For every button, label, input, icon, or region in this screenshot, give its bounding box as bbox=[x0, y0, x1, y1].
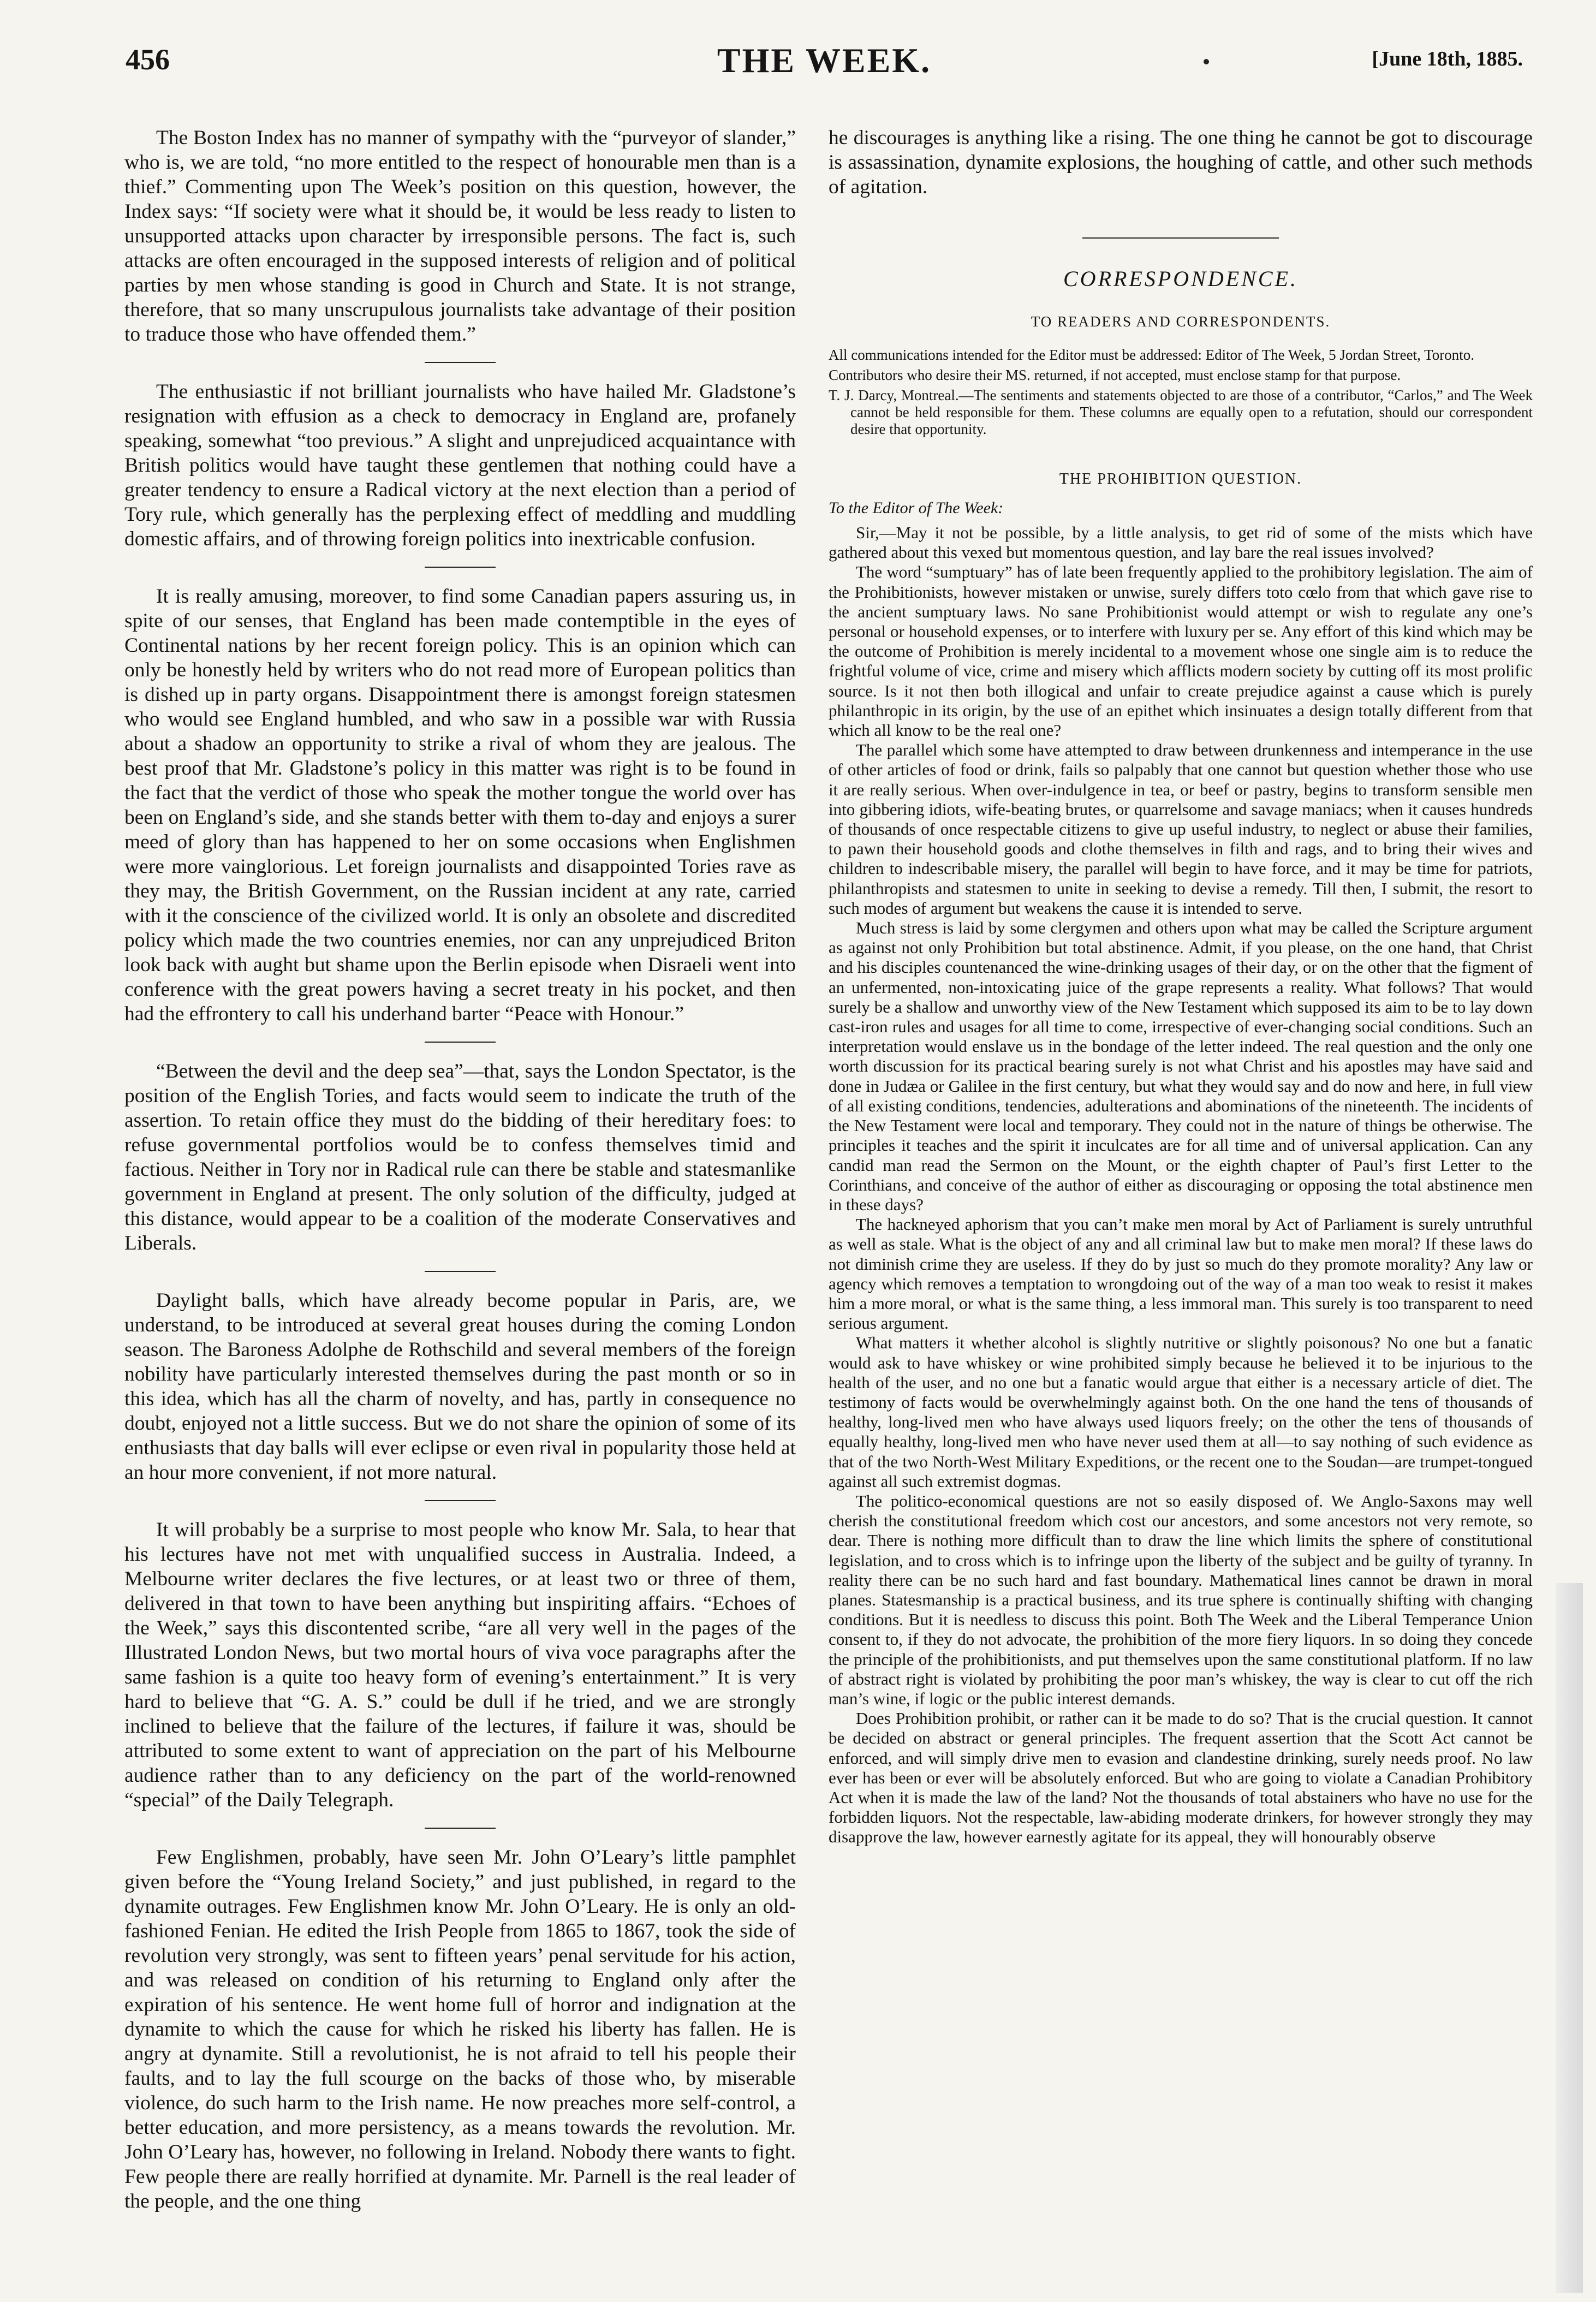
letter-paragraph: Does Prohibition prohibit, or rather can it be made to do so? That is the crucial question. It cannot be decided on abstract or general principles. The frequent assertion that the Scott Act cannot be enforced, and will simply drive men to evasion and clandestine drinking, surely needs proof. No law ever has been or ever will be absolutely enforced. But who are going to violate a Canadian Prohibitory Act when it is made the law of the land? Not the thousands of total abstainers who have no use for the forbidden liquors. Not the respectable, law-abiding moderate drinkers, for however strongly they may disapprove the law, however earnestly agitate for its appeal, they will honourably observe bbox=[829, 1709, 1533, 1847]
page-edge-shadow bbox=[1556, 1583, 1583, 2293]
left-column bbox=[124, 126, 796, 2214]
section-title: CORRESPONDENCE. bbox=[1063, 266, 1298, 291]
notices-heading: TO READERS AND CORRESPONDENTS. bbox=[1031, 313, 1331, 330]
section-divider bbox=[1082, 237, 1279, 239]
letter-paragraph: The parallel which some have attempted to draw between drunkenness and intemperance in the use of other articles of food or drink, fails so palpably that one cannot but question whether those who use it are really serious. When over-indulgence in tea, or beef or pastry, begins to transform sensible men into gibbering idiots, wife-beating brutes, or quarrelsome and savage maniacs; when it causes hundreds of thousands of once respectable citizens to give up useful industry, to neglect or abuse their families, to pawn their household goods and clothe themselves in filth and rags, and to bring their wives and children to indescribable misery, the parallel will begin to have force, and it may be time for patriots, philanthropists and statesmen to unite in seeking to devise a remedy. Till then, I submit, the resort to such modes of argument but weakens the cause it is intended to serve. bbox=[829, 740, 1533, 918]
letter-paragraph: The hackneyed aphorism that you can’t make men moral by Act of Parliament is surely untruthful as well as stale. What is the object of any and all criminal law but to make men moral? If these laws do not diminish crime they are useless. If they do by just so much do they promote morality? Any law or agency which removes a temptation to wrongdoing out of the way of a man too weak to resist it makes him a more moral, or what is the same thing, a less immoral man. This surely is too transparent to need serious argument. bbox=[829, 1215, 1533, 1333]
article-devil-deep-sea: “Between the devil and the deep sea”—that, says the London Spectator, is the position of the English Tories, and facts would seem to indicate the truth of the assertion. To retain office they must do the bidding of their hereditary foes: to refuse governmental portfolios would be to confess themselves timid and factious. Neither in Tory nor in Radical rule can there be stable and statesmanlike government in England at present. The only solution of the difficulty, judged at this distance, would appear to be a coalition of the moderate Conservatives and Liberals. bbox=[124, 1060, 796, 1254]
letter-title: THE PROHIBITION QUESTION. bbox=[1059, 471, 1302, 487]
article-gladstone-resignation: The enthusiastic if not brilliant journalists who have hailed Mr. Gladstone’s resignation with effusion as a check to democracy in England are, profanely speaking, somewhat “too previous.” A slight and unprejudiced acquaintance with British politics would have taught these gentlemen that nothing could have a greater tendency to ensure a Radical victory at the next election than a period of Tory rule, which generally has the perplexing effect of meddling and muddling domestic affairs, and of throwing foreign politics into inextricable confusion. bbox=[124, 380, 796, 550]
article-sala-lectures: It will probably be a surprise to most people who know Mr. Sala, to hear that his lectures have not met with unqualified success in Australia. Indeed, a Melbourne writer declares the five lectures, or at least two or three of them, delivered in that town to have been anything but inspiriting affairs. “Echoes of the Week,” says this discontented scribe, “are all very well in the pages of the Illustrated London News, but two mortal hours of viva voce paragraphs after the same fashion is a quite too heavy form of evening’s entertainment.” It is very hard to believe that “G. A. S.” could be dull if he tried, and we are strongly inclined to believe that the failure of the lectures, if failure it was, should be attributed to some extent to want of appreciation on the part of his Melbourne audience rather than to any deficiency on the part of the world-renowned “special” of the Daily Telegraph. bbox=[124, 1519, 796, 1811]
ink-dot bbox=[1204, 59, 1209, 64]
article-boston-index: The Boston Index has no manner of sympathy with the “purveyor of slander,” who is, we are told, “no more entitled to the respect of honourable men than is a thief.” Commenting upon The Week’s position on this question, however, the Index says: “If society were what it should be, it would be less ready to listen to unsupported attacks upon character by irresponsible persons. The fact is, such attacks are often encouraged in the supposed interests of religion and of political parties by men whose standing is good in Church and State. It is not strange, therefore, that so many unscrupulous journalists take advantage of their position to traduce those who have offended them.” bbox=[124, 127, 796, 346]
divider bbox=[425, 567, 496, 568]
divider bbox=[425, 362, 496, 363]
article-foreign-policy: It is really amusing, moreover, to find some Canadian papers assuring us, in spite of our senses, that England has been made contemptible in the eyes of Continental nations by her recent foreign policy. This is an opinion which can only be honestly held by writers who do not read more of European politics than is dished up in party organs. Disappointment there is amongst foreign statesmen who would see England humbled, and who saw in a possible war with Russia about a shadow an opportunity to strike a rival of whom they are jealous. The best proof that Mr. Gladstone’s policy in this matter was right is to be found in the fact that the verdict of those who speak the mother tongue the world over has been on England’s side, and she stands better with them to-day and enjoys a surer meed of glory than has happened to her on some occasions when Englishmen were more vainglorious. Let foreign journalists and disappointed Tories rave as they may, the British Government, on the Russian incident at any rate, carried with it the conscience of the civilized world. It is only an obsolete and discredited policy which made the two countries enemies, nor can any unprejudiced Briton look back with aught but shame upon the Berlin episode when Disraeli went into conference with the great powers having a secret treaty in his pocket, and then had the effrontery to call his underhand barter “Peace with Honour.” bbox=[124, 585, 796, 1025]
letter-paragraph: What matters it whether alcohol is slightly nutritive or slightly poisonous? No one but a fanatic would ask to have whiskey or wine prohibited simply because he believed it to be injurious to the health of the user, and no one but a fanatic would argue that either is a necessary article of diet. The testimony of facts would be overwhelmingly against both. On the one hand the tens of thousands of healthy, long-lived men who have always used liquors freely; on the other the tens of thousands of equally healthy, long-lived men who have never used them at all—to say nothing of such evidence as that of the two North-West Military Expeditions, or the recent one to the Soudan—are trumpet-tongued against all such extremist dogmas. bbox=[829, 1333, 1533, 1491]
divider bbox=[425, 1828, 496, 1829]
notice-address: All communications intended for the Editor must be addressed: Editor of The Week, 5 Jordan Street, Toronto. bbox=[829, 347, 1474, 363]
letter-paragraph: Sir,—May it not be possible, by a little analysis, to get rid of some of the mists which have gathered about this vexed but momentous question, and lay bare the real issues involved? bbox=[829, 523, 1533, 562]
letter-paragraph: The politico-economical questions are not so easily disposed of. We Anglo-Saxons may well cherish the constitutional freedom which cost our ancestors, and some ancestors not very remote, so dear. There is nothing more difficult than to draw the line which limits the sphere of constitutional legislation, and to cross which is to infringe upon the liberty of the subject and be guilty of tyranny. In reality there can be no such hard and fast boundary. Mathematical lines cannot be drawn in moral planes. Statesmanship is a practical business, and its true sphere is continually shifting with changing conditions. But it is needless to discuss this point. Both The Week and the Liberal Temperance Union consent to, if they do not advocate, the prohibition of the more fiery liquors. In so doing they concede the principle of the prohibitionists, and put themselves upon the same constitutional platform. If no law of abstract right is violated by prohibiting the poor man’s whiskey, the way is clear to cut off the rich man’s wine, if logic or the public interest demands. bbox=[829, 1491, 1533, 1708]
divider bbox=[425, 1042, 496, 1043]
divider bbox=[425, 1500, 496, 1501]
divider bbox=[425, 1271, 496, 1272]
notice-returns: Contributors who desire their MS. returned, if not accepted, must enclose stamp for that purpose. bbox=[829, 367, 1401, 383]
letter-paragraph: Much stress is laid by some clergymen and others upon what may be called the Scripture argument as against not only Prohibition but total abstinence. Admit, if you please, on the one hand, that Christ and his disciples countenanced the wine-drinking usages of their day, or on the other that the figment of an unfermented, non-intoxicating juice of the grape represents a reality. What follows? That would surely be a shallow and unworthy view of the New Testament which supposed its aim to be to lay down cast-iron rules and usages for all time to come, irrespective of ever-changing social conditions. Such an interpretation would enslave us in the bondage of the letter indeed. The real question and the only one worth discussion for its practical bearing surely is not what Christ and his apostles may have said and done in Judæa or Galilee in the first century, but what they would say and do now and here, in full view of all existing conditions, tendencies, adulterations and abominations of the nineteenth. The incidents of the New Testament were local and temporary. They could not in the nature of things be otherwise. The principles it teaches and the spirit it inculcates are for all time and of universal application. Can any candid man read the Sermon on the Mount, or the eighth chapter of Paul’s first Letter to the Corinthians, and conceive of the author of either as discouraging or opposing the total abstinence men in these days? bbox=[829, 918, 1533, 1214]
page-header bbox=[126, 43, 1523, 103]
masthead: THE WEEK. bbox=[717, 41, 932, 80]
article-oleary-pamphlet: Few Englishmen, probably, have seen Mr. John O’Leary’s little pamphlet given before the “Young Ireland Society,” and just published, in regard to the dynamite outrages. Few Englishmen know Mr. John O’Leary. He is only an old-fashioned Fenian. He edited the Irish People from 1865 to 1867, took the side of revolution very strongly, was sent to fifteen years’ penal servitude for his action, and was released on condition of his returning to England only after the expiration of his sentence. He went home full of horror and indignation at the dynamite to which the cause for which he risked his liberty has fallen. He is angry at dynamite. Still a revolutionist, he is not afraid to tell his people their faults, and to lay the full scourge on the backs of those who, by miserable violence, do such harm to the Irish name. He now preaches more self-control, a better education, and more persistency, as a means towards the revolution. Mr. John O’Leary has, however, no following in Ireland. Nobody there wants to fight. Few people there are really horrified at dynamite. Mr. Parnell is the real leader of the people, and the one thing bbox=[124, 1846, 796, 2212]
page-number: 456 bbox=[126, 43, 170, 76]
article-daylight-balls: Daylight balls, which have already become popular in Paris, are, we understand, to be introduced at several great houses during the coming London season. The Baroness Adolphe de Rothschild and several members of the foreign nobility have particularly interested themselves during the past month or so in this idea, which has all the charm of novelty, and has, partly in consequence no doubt, enjoyed not a little success. But we do not share the opinion of some of its enthusiasts that day balls will ever eclipse or even rival in popularity those held at an hour more convenient, if not more natural. bbox=[124, 1289, 796, 1484]
letter-salutation: To the Editor of The Week: bbox=[829, 499, 1004, 517]
right-column bbox=[829, 126, 1533, 1847]
notice-darcy: T. J. Darcy, Montreal.—The sentiments and statements objected to are those of a contributor, “Carlos,” and The Week cannot be held responsible for them. These columns are equally open to a refutation, should our correspondent desire that opportunity. bbox=[829, 387, 1533, 437]
letter-paragraph: The word “sumptuary” has of late been frequently applied to the prohibitory legislation. The aim of the Prohibitionists, however mistaken or unwise, surely differs toto cœlo from that which gave rise to the ancient sumptuary laws. No sane Prohibitionist would attempt or wish to regulate any one’s personal or household expenses, or to interfere with luxury per se. Any effort of this kind which may be the outcome of Prohibition is merely incidental to a movement whose one single aim is to reduce the frightful volume of vice, crime and misery which afflicts modern society by cutting off its most prolific source. Is it not then both illogical and unfair to create prejudice against a cause which is purely philanthropic in its origin, by the use of an epithet which insinuates a design totally different from that which all know to be the real one? bbox=[829, 562, 1533, 740]
article-continuation: he discourages is anything like a rising. The one thing he cannot be got to discourage is assassination, dynamite explosions, the houghing of cattle, and other such methods of agitation. bbox=[829, 127, 1533, 198]
issue-date: [June 18th, 1885. bbox=[1372, 47, 1523, 70]
